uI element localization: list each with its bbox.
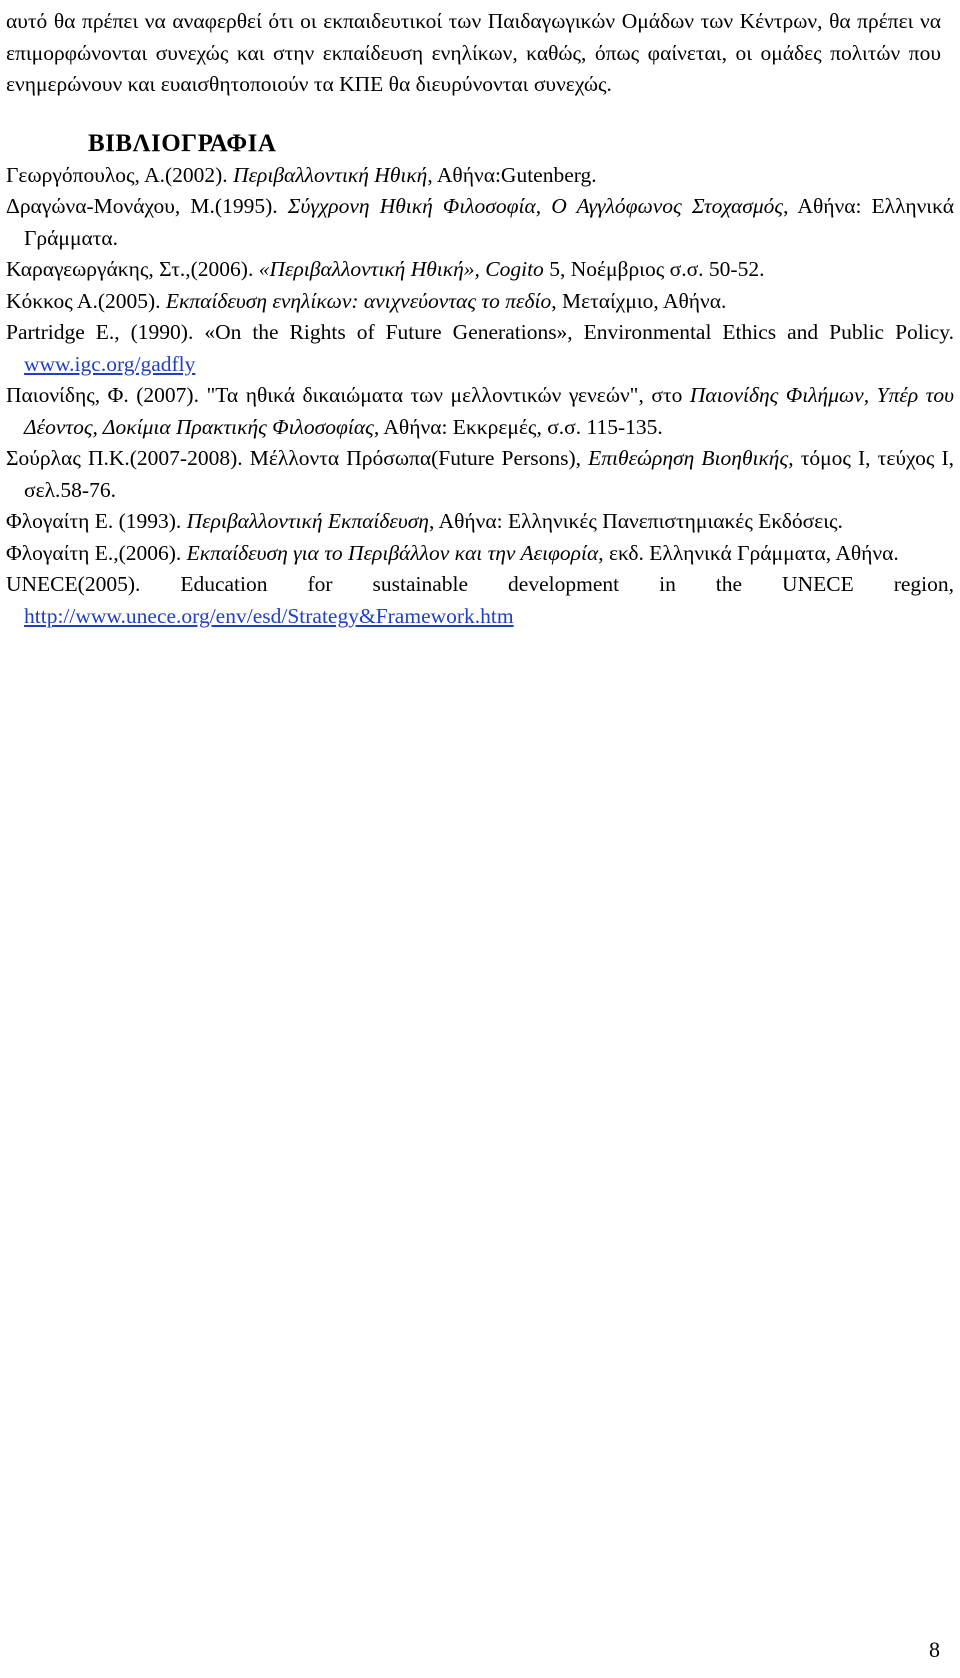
reference-list [6, 160, 955, 633]
reference-item: Γεωργόπουλος, Α.(2002). Περιβαλλοντική Ηθική, Αθήνα:Gutenberg. [6, 162, 597, 187]
reference-item: Σούρλας Π.Κ.(2007-2008). Μέλλοντα Πρόσωπα(Future Persons), Επιθεώρηση Βιοηθικής, τόμος Ι, τεύχος Ι, σελ.58-76. [6, 446, 955, 502]
reference-link[interactable]: www.igc.org/gadfly [24, 351, 196, 376]
page-number: 8 [929, 1637, 940, 1662]
reference-link[interactable]: http://www.unece.org/env/esd/Strategy&Framework.htm [24, 603, 514, 628]
reference-item: Δραγώνα-Μονάχου, Μ.(1995). Σύγχρονη Ηθική Φιλοσοφία, Ο Αγγλόφωνος Στοχασμός, Αθήνα: Ελληνικά Γράμματα. [6, 194, 955, 250]
reference-item: Φλογαίτη Ε.,(2006). Εκπαίδευση για το Περιβάλλον και την Αειφορία, εκδ. Ελληνικά Γράμματα, Αθήνα. [6, 540, 899, 565]
reference-item: Παιονίδης, Φ. (2007). "Τα ηθικά δικαιώματα των μελλοντικών γενεών", στο Παιονίδης Φιλήμων, Υπέρ του Δέοντος, Δοκίμια Πρακτικής Φιλοσοφίας, Αθήνα: Εκκρεμές, σ.σ. 115-135. [6, 383, 954, 439]
reference-item: UNECE(2005). Education for sustainable development in the UNECE region, http://www.unece.org/env/esd/Strategy&Framework.htm [6, 572, 954, 628]
reference-item: Κόκκος Α.(2005). Εκπαίδευση ενηλίκων: ανιχνεύοντας το πεδίο, Μεταίχμιο, Αθήνα. [6, 288, 727, 313]
reference-item: Φλογαίτη Ε. (1993). Περιβαλλοντική Εκπαίδευση, Αθήνα: Ελληνικές Πανεπιστημιακές Εκδόσεις. [6, 509, 843, 533]
reference-item: Partridge E., (1990). «On the Rights of Future Generations», Environmental Ethics and Public Policy. www.igc.org/gadfly [6, 320, 954, 376]
bibliography-heading: ΒΙΒΛΙΟΓΡΑΦΙΑ [88, 129, 277, 157]
reference-item: Καραγεωργάκης, Στ.,(2006). «Περιβαλλοντική Ηθική», Cogito 5, Νοέμβριος σ.σ. 50-52. [6, 257, 765, 281]
document-page [6, 6, 955, 632]
intro-paragraph: αυτό θα πρέπει να αναφερθεί ότι οι εκπαιδευτικοί των Παιδαγωγικών Ομάδων των Κέντρων, θα πρέπει να επιμορφώνονται συνεχώς και στην εκπαίδευση ενηλίκων, καθώς, όπως φαίνεται, οι ομάδες πολιτών που ενημερώνουν και ευαισθητοποιούν τα ΚΠΕ θα διευρύνονται συνεχώς. [6, 9, 941, 96]
